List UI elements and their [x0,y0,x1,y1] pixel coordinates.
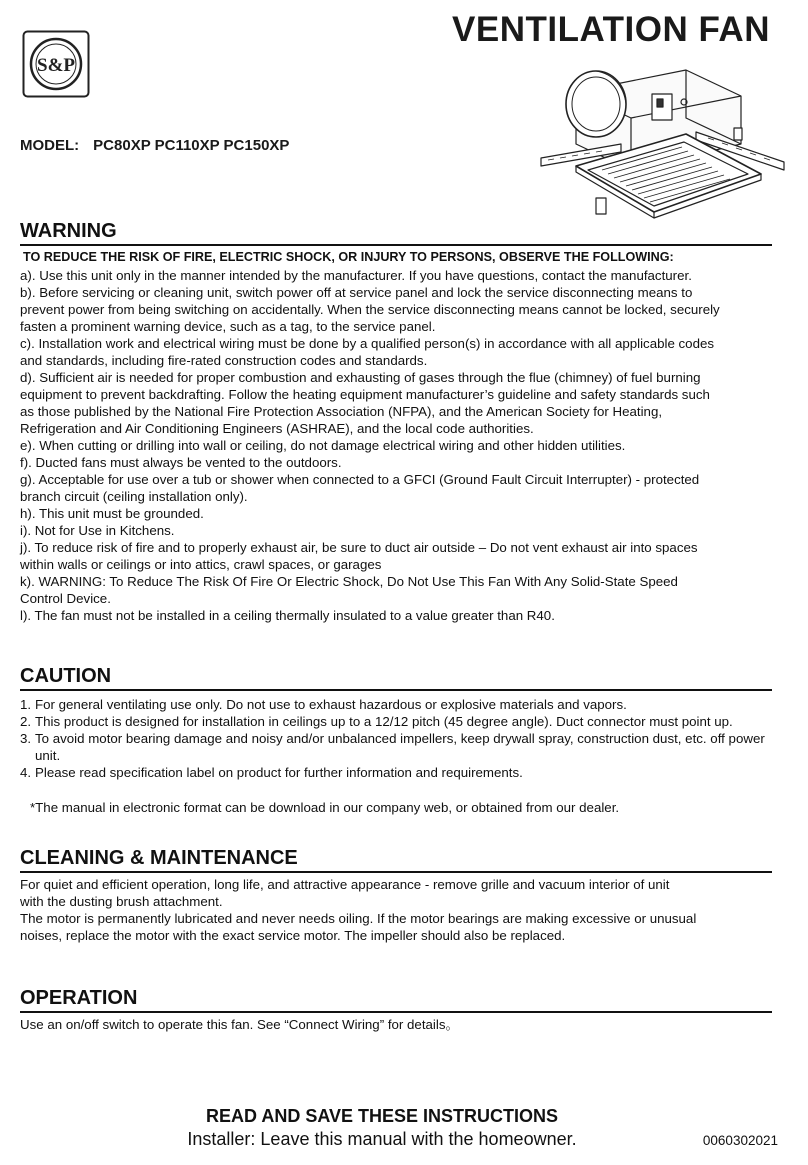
cleaning-paragraph-2 [20,910,780,944]
warning-line: g). Acceptable for use over a tub or shower when connected to a GFCI (Ground Fault Circuit Interrupter) - protected [20,472,700,487]
document-code: 0060302021 [702,1133,778,1148]
caution-item [20,713,785,730]
caution-item-text: For general ventilating use only. Do not use to exhaust hazardous or explosive materials and vapors. [35,697,627,712]
warning-line: branch circuit (ceiling installation only). [20,489,248,504]
caution-item-number: 2. [20,714,32,729]
model-values: PC80XP PC110XP PC150XP [93,137,290,154]
model-line [20,137,289,154]
caution-item-text: Please read specification label on product for further information and requirements. [35,765,523,780]
cleaning-p1-line1: For quiet and efficient operation, long life, and attractive appearance - remove grille and vacuum interior of unit [20,877,670,892]
cleaning-p1-line2: with the dusting brush attachment. [20,894,223,909]
warning-line: h). This unit must be grounded. [20,506,204,521]
warning-line: d). Sufficient air is needed for proper combustion and exhausting of gases through the flue (chimney) of fuel burning [20,370,701,385]
caution-item [20,730,785,764]
footer-title: READ AND SAVE THESE INSTRUCTIONS [205,1106,559,1126]
warning-line: k). WARNING: To Reduce The Risk Of Fire Or Electric Shock, Do Not Use This Fan With Any Solid-State Speed [20,574,678,589]
model-label: MODEL: [20,137,80,154]
warning-heading: WARNING [20,219,772,246]
caution-item-text: This product is designed for installation in ceilings up to a 12/12 pitch (45 degree angle). Duct connector must point up. [35,714,733,729]
cleaning-p2-line2: noises, replace the motor with the exact service motor. The impeller should also be replaced. [20,928,566,943]
caution-heading: CAUTION [20,664,772,691]
caution-item [20,696,785,713]
caution-item-number: 4. [20,765,32,780]
warning-list [20,267,785,624]
cleaning-paragraph-1 [20,876,780,910]
warning-line: i). Not for Use in Kitchens. [20,523,175,538]
warning-line: f). Ducted fans must always be vented to the outdoors. [20,455,342,470]
warning-line: prevent power from being switching on accidentally. When the service disconnecting means cannot be locked, securely [20,302,720,317]
warning-subheading: TO REDUCE THE RISK OF FIRE, ELECTRIC SHOCK, OR INJURY TO PERSONS, OBSERVE THE FOLLOWING: [23,250,674,264]
warning-line: a). Use this unit only in the manner intended by the manufacturer. If you have questions, contact the manufacturer. [20,268,692,283]
warning-line: fasten a prominent warning device, such as a tag, to the service panel. [20,319,436,334]
manual-note: *The manual in electronic format can be download in our company web, or obtained from our dealer. [30,800,620,815]
cleaning-heading: CLEANING & MAINTENANCE [20,846,772,873]
operation-text: Use an on/off switch to operate this fan. See “Connect Wiring” for details。 [20,1017,459,1032]
warning-line: l). The fan must not be installed in a ceiling thermally insulated to a value greater than R40. [20,608,555,623]
footer-subtitle: Installer: Leave this manual with the homeowner. [187,1129,577,1149]
brand-logo [22,30,90,98]
warning-line: and standards, including fire-rated construction codes and standards. [20,353,428,368]
warning-line: e). When cutting or drilling into wall or ceiling, do not damage electrical wiring and other hidden utilities. [20,438,626,453]
caution-list [20,696,785,781]
warning-line: c). Installation work and electrical wiring must be done by a qualified person(s) in accordance with all applicable codes [20,336,715,351]
warning-line: equipment to prevent backdrafting. Follow the heating equipment manufacturer’s guideline and safety standards such [20,387,710,402]
warning-line: Control Device. [20,591,111,606]
warning-line: within walls or ceilings or into attics, crawl spaces, or garages [20,557,382,572]
warning-line: as those published by the National Fire Protection Association (NFPA), and the American Society for Heating, [20,404,663,419]
warning-line: b). Before servicing or cleaning unit, switch power off at service panel and lock the service disconnecting means to [20,285,693,300]
ventilation-fan-illustration [536,62,788,222]
caution-item-text: To avoid motor bearing damage and noisy and/or unbalanced impellers, keep drywall spray, construction dust, etc. off power unit. [35,731,765,763]
operation-heading: OPERATION [20,986,772,1013]
warning-line: j). To reduce risk of fire and to properly exhaust air, be sure to duct air outside – Do not vent exhaust air into spaces [20,540,698,555]
caution-item-number: 1. [20,697,32,712]
caution-item [20,764,785,781]
warning-line: Refrigeration and Air Conditioning Engineers (ASHRAE), and the local code authorities. [20,421,534,436]
cleaning-p2-line1: The motor is permanently lubricated and never needs oiling. If the motor bearings are making excessive or unusual [20,911,697,926]
caution-item-number: 3. [20,731,32,746]
logo-text: S&P [37,55,75,76]
document-title: VENTILATION FAN [452,10,770,49]
